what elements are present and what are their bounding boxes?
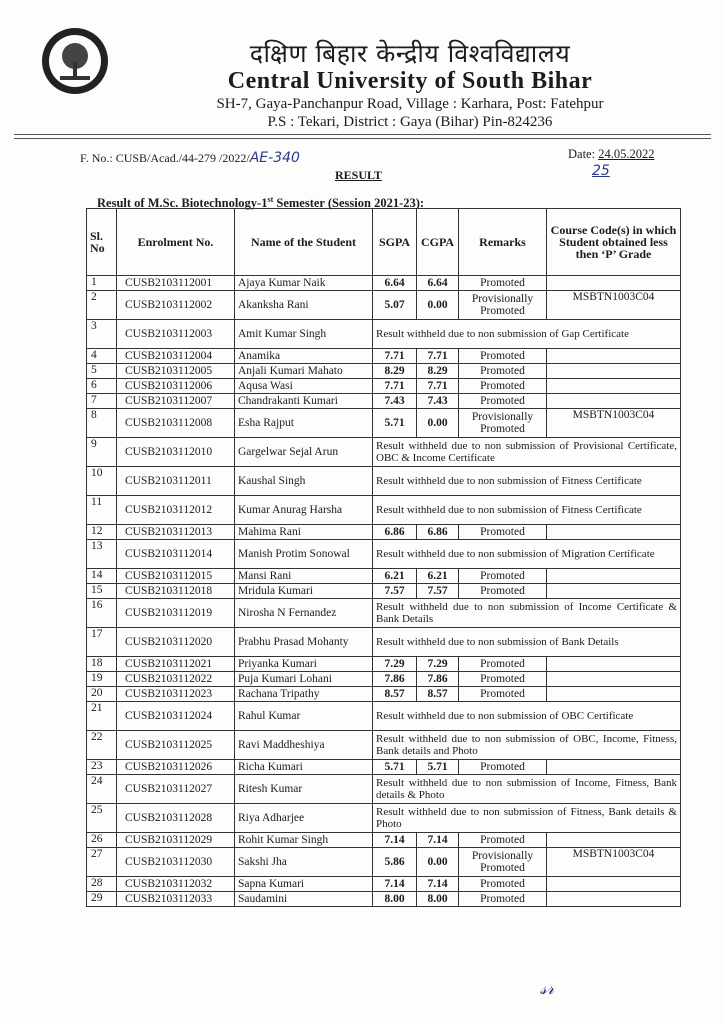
cell-enrolment: CUSB2103112032 [117, 877, 235, 892]
cell-enrolment: CUSB2103112020 [117, 628, 235, 657]
cell-remarks: Provisionally Promoted [459, 291, 547, 320]
table-row [87, 320, 681, 349]
cell-cgpa: 7.14 [417, 833, 459, 848]
cell-cgpa: 0.00 [417, 409, 459, 438]
cell-name: Rahul Kumar [235, 702, 373, 731]
date-label: Date: [568, 147, 596, 161]
cell-name: Nirosha N Fernandez [235, 599, 373, 628]
table-row [87, 276, 681, 291]
cell-sl: 11 [87, 496, 117, 525]
cell-sl: 17 [87, 628, 117, 657]
table-row [87, 394, 681, 409]
cell-name: Amit Kumar Singh [235, 320, 373, 349]
cell-course-code: MSBTN1003C04 [547, 291, 681, 320]
cell-remarks: Promoted [459, 657, 547, 672]
cell-course-code [547, 687, 681, 702]
table-row [87, 467, 681, 496]
cell-course-code [547, 394, 681, 409]
cell-cgpa: 7.71 [417, 379, 459, 394]
cell-name: Ritesh Kumar [235, 775, 373, 804]
cell-enrolment: CUSB2103112023 [117, 687, 235, 702]
cell-sgpa: 7.71 [373, 379, 417, 394]
cell-name: Rachana Tripathy [235, 687, 373, 702]
cell-sgpa: 7.57 [373, 584, 417, 599]
cell-sl: 22 [87, 731, 117, 760]
cell-cgpa: 7.29 [417, 657, 459, 672]
table-row [87, 657, 681, 672]
university-name-english: Central University of South Bihar [227, 68, 593, 94]
cell-name: Anamika [235, 349, 373, 364]
cell-sgpa: 7.43 [373, 394, 417, 409]
cell-remarks: Promoted [459, 892, 547, 907]
cell-remarks: Provisionally Promoted [459, 848, 547, 877]
cell-name: Sakshi Jha [235, 848, 373, 877]
cell-course-code [547, 349, 681, 364]
cell-sl: 19 [87, 672, 117, 687]
cell-course-code [547, 379, 681, 394]
header-name: Name of the Student [235, 209, 373, 276]
cell-withheld-note: Result withheld due to non submission of Income, Fitness, Bank details & Photo [373, 775, 681, 804]
table-row [87, 760, 681, 775]
cell-name: Aqusa Wasi [235, 379, 373, 394]
cell-enrolment: CUSB2103112021 [117, 657, 235, 672]
table-row [87, 804, 681, 833]
table-body [87, 276, 681, 907]
cell-sl: 13 [87, 540, 117, 569]
cell-cgpa: 7.86 [417, 672, 459, 687]
table-row [87, 628, 681, 657]
cell-enrolment: CUSB2103112007 [117, 394, 235, 409]
cell-remarks: Promoted [459, 394, 547, 409]
cell-withheld-note: Result withheld due to non submission of Provisional Certificate, OBC & Income Certificate [373, 438, 681, 467]
cell-enrolment: CUSB2103112030 [117, 848, 235, 877]
cell-enrolment: CUSB2103112008 [117, 409, 235, 438]
address-line-2: P.S : Tekari, District : Gaya (Bihar) Pin-824236 [267, 114, 553, 130]
cell-cgpa: 6.21 [417, 569, 459, 584]
cell-withheld-note: Result withheld due to non submission of Income Certificate & Bank Details [373, 599, 681, 628]
cell-sl: 21 [87, 702, 117, 731]
cell-withheld-note: Result withheld due to non submission of Fitness Certificate [373, 467, 681, 496]
cell-withheld-note: Result withheld due to non submission of Migration Certificate [373, 540, 681, 569]
cell-course-code [547, 276, 681, 291]
cell-sl: 16 [87, 599, 117, 628]
cell-sl: 2 [87, 291, 117, 320]
cell-enrolment: CUSB2103112005 [117, 364, 235, 379]
cell-remarks: Promoted [459, 687, 547, 702]
cell-name: Mridula Kumari [235, 584, 373, 599]
result-heading: RESULT [335, 168, 382, 182]
cell-enrolment: CUSB2103112018 [117, 584, 235, 599]
cell-sgpa: 7.29 [373, 657, 417, 672]
cell-sl: 8 [87, 409, 117, 438]
table-row [87, 349, 681, 364]
cell-enrolment: CUSB2103112013 [117, 525, 235, 540]
cell-name: Kumar Anurag Harsha [235, 496, 373, 525]
table-row [87, 540, 681, 569]
header-remarks: Remarks [459, 209, 547, 276]
cell-name: Sapna Kumari [235, 877, 373, 892]
cell-cgpa: 0.00 [417, 848, 459, 877]
table-header-row [87, 209, 681, 276]
cell-withheld-note: Result withheld due to non submission of Bank Details [373, 628, 681, 657]
cell-sl: 6 [87, 379, 117, 394]
cell-enrolment: CUSB2103112019 [117, 599, 235, 628]
cell-enrolment: CUSB2103112006 [117, 379, 235, 394]
cell-sl: 27 [87, 848, 117, 877]
cell-enrolment: CUSB2103112025 [117, 731, 235, 760]
table-row [87, 731, 681, 760]
cell-sl: 29 [87, 892, 117, 907]
cell-remarks: Promoted [459, 379, 547, 394]
cell-name: Priyanka Kumari [235, 657, 373, 672]
table-row [87, 496, 681, 525]
table-row [87, 525, 681, 540]
table-row [87, 702, 681, 731]
cell-name: Kaushal Singh [235, 467, 373, 496]
cell-sgpa: 7.86 [373, 672, 417, 687]
table-row [87, 438, 681, 467]
table-row [87, 687, 681, 702]
cell-enrolment: CUSB2103112026 [117, 760, 235, 775]
cell-remarks: Provisionally Promoted [459, 409, 547, 438]
result-of-prefix: Result of M.Sc. Biotechnology-1 [97, 196, 268, 211]
cell-enrolment: CUSB2103112028 [117, 804, 235, 833]
header-enrolment: Enrolment No. [117, 209, 235, 276]
cell-course-code [547, 525, 681, 540]
file-number-printed: F. No.: CUSB/Acad./44-279 /2022/ [80, 151, 250, 165]
cell-course-code [547, 672, 681, 687]
cell-name: Mahima Rani [235, 525, 373, 540]
cell-sl: 9 [87, 438, 117, 467]
cell-sl: 24 [87, 775, 117, 804]
cell-remarks: Promoted [459, 569, 547, 584]
cell-sgpa: 6.64 [373, 276, 417, 291]
cell-cgpa: 7.71 [417, 349, 459, 364]
cell-withheld-note: Result withheld due to non submission of Fitness, Bank details & Photo [373, 804, 681, 833]
header-sl: Sl. No [87, 209, 117, 276]
cell-name: Prabhu Prasad Mohanty [235, 628, 373, 657]
cell-sl: 14 [87, 569, 117, 584]
cell-withheld-note: Result withheld due to non submission of OBC Certificate [373, 702, 681, 731]
table-row [87, 584, 681, 599]
cell-sl: 28 [87, 877, 117, 892]
cell-enrolment: CUSB2103112012 [117, 496, 235, 525]
result-table [86, 208, 681, 907]
cell-sgpa: 7.14 [373, 833, 417, 848]
cell-name: Mansi Rani [235, 569, 373, 584]
signature-mark: 𝓈𝓇 [540, 978, 555, 999]
header-rule [14, 134, 711, 135]
cell-enrolment: CUSB2103112014 [117, 540, 235, 569]
cell-enrolment: CUSB2103112033 [117, 892, 235, 907]
cell-name: Gargelwar Sejal Arun [235, 438, 373, 467]
cell-name: Anjali Kumari Mahato [235, 364, 373, 379]
cell-cgpa: 0.00 [417, 291, 459, 320]
cell-enrolment: CUSB2103112024 [117, 702, 235, 731]
cell-cgpa: 8.00 [417, 892, 459, 907]
date-value: 24.05.2022 [598, 147, 655, 161]
cell-cgpa: 8.57 [417, 687, 459, 702]
cell-name: Chandrakanti Kumari [235, 394, 373, 409]
cell-enrolment: CUSB2103112010 [117, 438, 235, 467]
cell-sl: 15 [87, 584, 117, 599]
cell-name: Ajaya Kumar Naik [235, 276, 373, 291]
cell-sgpa: 7.14 [373, 877, 417, 892]
table-row [87, 364, 681, 379]
cell-sgpa: 6.86 [373, 525, 417, 540]
cell-name: Puja Kumari Lohani [235, 672, 373, 687]
header-cgpa: CGPA [417, 209, 459, 276]
file-number-handwritten: AE-340 [249, 150, 300, 166]
cell-name: Ravi Maddheshiya [235, 731, 373, 760]
cell-course-code [547, 657, 681, 672]
cell-withheld-note: Result withheld due to non submission of Gap Certificate [373, 320, 681, 349]
cell-cgpa: 5.71 [417, 760, 459, 775]
cell-sl: 10 [87, 467, 117, 496]
cell-sl: 20 [87, 687, 117, 702]
table-row [87, 775, 681, 804]
cell-course-code [547, 892, 681, 907]
header-rule-thin [14, 138, 711, 139]
table-row [87, 291, 681, 320]
cell-sgpa: 5.71 [373, 760, 417, 775]
cell-sgpa: 7.71 [373, 349, 417, 364]
cell-withheld-note: Result withheld due to non submission of OBC, Income, Fitness, Bank details and Photo [373, 731, 681, 760]
cell-sl: 1 [87, 276, 117, 291]
cell-remarks: Promoted [459, 833, 547, 848]
cell-name: Richa Kumari [235, 760, 373, 775]
cell-sgpa: 8.00 [373, 892, 417, 907]
cell-name: Akanksha Rani [235, 291, 373, 320]
cell-course-code: MSBTN1003C04 [547, 848, 681, 877]
cell-name: Manish Protim Sonowal [235, 540, 373, 569]
date [568, 147, 654, 162]
table-row [87, 379, 681, 394]
cell-course-code [547, 833, 681, 848]
cell-enrolment: CUSB2103112001 [117, 276, 235, 291]
cell-remarks: Promoted [459, 760, 547, 775]
cell-sgpa: 8.29 [373, 364, 417, 379]
header-sgpa: SGPA [373, 209, 417, 276]
result-of-suffix: Semester (Session 2021-23): [273, 196, 425, 211]
cell-sl: 5 [87, 364, 117, 379]
cell-withheld-note: Result withheld due to non submission of Fitness Certificate [373, 496, 681, 525]
cell-course-code [547, 569, 681, 584]
cell-sgpa: 5.07 [373, 291, 417, 320]
university-name-hindi: दक्षिण बिहार केन्द्रीय विश्वविद्यालय [249, 39, 571, 68]
cell-sl: 4 [87, 349, 117, 364]
university-logo [40, 26, 110, 96]
cell-enrolment: CUSB2103112027 [117, 775, 235, 804]
cell-enrolment: CUSB2103112003 [117, 320, 235, 349]
table-row [87, 877, 681, 892]
cell-name: Riya Adharjee [235, 804, 373, 833]
cell-enrolment: CUSB2103112002 [117, 291, 235, 320]
cell-enrolment: CUSB2103112029 [117, 833, 235, 848]
cell-course-code: MSBTN1003C04 [547, 409, 681, 438]
cell-sgpa: 5.71 [373, 409, 417, 438]
cell-remarks: Promoted [459, 364, 547, 379]
cell-sl: 23 [87, 760, 117, 775]
date-handwritten: 25 [592, 163, 610, 179]
table-row [87, 672, 681, 687]
cell-remarks: Promoted [459, 877, 547, 892]
cell-name: Saudamini [235, 892, 373, 907]
cell-sgpa: 8.57 [373, 687, 417, 702]
cell-course-code [547, 877, 681, 892]
cell-remarks: Promoted [459, 349, 547, 364]
address-line-1: SH-7, Gaya-Panchanpur Road, Village : Karhara, Post: Fatehpur [216, 96, 604, 112]
table-row [87, 892, 681, 907]
cell-enrolment: CUSB2103112004 [117, 349, 235, 364]
file-number [80, 150, 300, 166]
cell-course-code [547, 584, 681, 599]
result-of-sup: st [267, 195, 274, 204]
cell-cgpa: 7.43 [417, 394, 459, 409]
table-row [87, 569, 681, 584]
cell-cgpa: 7.14 [417, 877, 459, 892]
cell-remarks: Promoted [459, 525, 547, 540]
cell-sl: 12 [87, 525, 117, 540]
cell-remarks: Promoted [459, 672, 547, 687]
cell-remarks: Promoted [459, 584, 547, 599]
cell-name: Rohit Kumar Singh [235, 833, 373, 848]
cell-enrolment: CUSB2103112011 [117, 467, 235, 496]
cell-sl: 3 [87, 320, 117, 349]
cell-remarks: Promoted [459, 276, 547, 291]
table-row [87, 599, 681, 628]
cell-cgpa: 6.86 [417, 525, 459, 540]
cell-sl: 25 [87, 804, 117, 833]
cell-sl: 18 [87, 657, 117, 672]
header-course-code: Course Code(s) in which Student obtained less then ‘P’ Grade [547, 209, 681, 276]
cell-cgpa: 8.29 [417, 364, 459, 379]
cell-name: Esha Rajput [235, 409, 373, 438]
cell-sgpa: 6.21 [373, 569, 417, 584]
table-row [87, 833, 681, 848]
cell-sl: 26 [87, 833, 117, 848]
cell-enrolment: CUSB2103112022 [117, 672, 235, 687]
cell-course-code [547, 760, 681, 775]
cell-sgpa: 5.86 [373, 848, 417, 877]
table-row [87, 409, 681, 438]
table-row [87, 848, 681, 877]
cell-course-code [547, 364, 681, 379]
cell-sl: 7 [87, 394, 117, 409]
cell-cgpa: 7.57 [417, 584, 459, 599]
cell-enrolment: CUSB2103112015 [117, 569, 235, 584]
cell-cgpa: 6.64 [417, 276, 459, 291]
